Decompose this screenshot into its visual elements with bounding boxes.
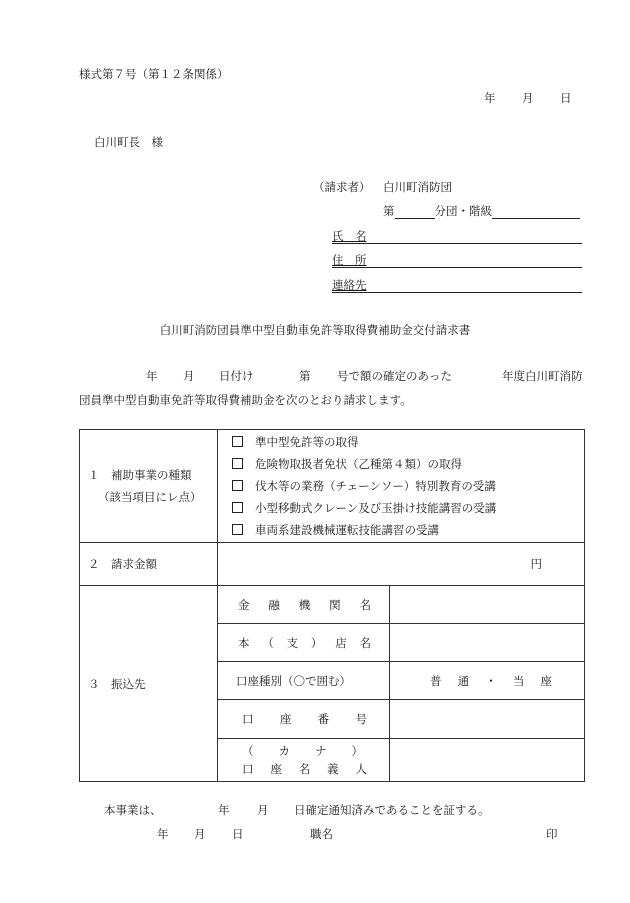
seal-mark: 印 <box>546 827 558 841</box>
table-row-type <box>80 430 585 543</box>
cert-month: 月 <box>257 803 269 817</box>
char: 座 <box>270 762 282 776</box>
char: 名 <box>298 762 311 776</box>
option-chainsaw[interactable] <box>218 475 584 497</box>
char: 口 <box>242 712 254 726</box>
sig-month: 月 <box>194 827 206 841</box>
char: 座 <box>279 712 292 726</box>
sig-day: 日 <box>232 827 244 841</box>
char: 口 <box>242 762 254 776</box>
document-title: 白川町消防団員準中型自動車免許等取得費補助金交付請求書 <box>159 323 471 337</box>
request-table <box>79 429 585 782</box>
type-options-cell <box>218 430 585 543</box>
option-construction[interactable] <box>218 519 584 541</box>
addressee: 白川町長 様 <box>94 135 163 149</box>
account-type-options[interactable] <box>390 662 585 700</box>
unit-mid: 分団・階級 <box>434 204 492 218</box>
table-row-amount <box>80 543 585 586</box>
char: ） <box>310 635 323 650</box>
char: 本 <box>238 635 250 650</box>
char: 名 <box>359 635 371 650</box>
option-label: 危険物取扱者免状（乙種第４類）の取得 <box>255 457 462 471</box>
body-no-prefix: 第 <box>299 369 311 383</box>
char: 人 <box>355 762 367 776</box>
option-label: 準中型免許等の取得 <box>255 435 359 449</box>
char: 義 <box>327 762 339 776</box>
option-hazardous[interactable] <box>218 453 584 475</box>
char: 店 <box>335 635 347 650</box>
option-crane[interactable] <box>218 497 584 519</box>
char: 名 <box>359 597 371 612</box>
bank-name-field[interactable] <box>390 586 585 624</box>
char: 融 <box>268 597 280 612</box>
unit-number-field[interactable] <box>395 204 435 219</box>
body-month: 月 <box>183 369 195 383</box>
type-label-cell <box>80 430 218 543</box>
date-year: 年 <box>484 91 496 105</box>
char: （ <box>242 744 254 758</box>
char: 通 <box>457 673 470 688</box>
body-dated: 日付け <box>219 369 254 383</box>
char: （ <box>262 635 274 650</box>
checkbox-icon[interactable] <box>232 502 243 513</box>
unit-prefix: 第 <box>383 204 395 218</box>
char: カ <box>278 744 290 758</box>
char: ） <box>351 744 363 758</box>
amount-field[interactable] <box>218 543 585 586</box>
char: ナ <box>315 744 327 758</box>
char: 機 <box>298 597 311 612</box>
checkbox-icon[interactable] <box>232 458 243 469</box>
cert-tail: 日確定通知済みであることを証する。 <box>294 803 490 817</box>
type-sublabel: （該当項目にレ点） <box>98 490 202 504</box>
checkbox-icon[interactable] <box>232 524 243 535</box>
bank-name-label <box>218 586 390 624</box>
holder-label <box>218 739 390 782</box>
address-label: 住 所 <box>332 253 367 267</box>
char: 座 <box>540 673 552 688</box>
branch-label <box>218 624 390 662</box>
account-type-label: 口座種別（〇で囲む） <box>218 662 390 700</box>
branch-field[interactable] <box>390 624 585 662</box>
address-field[interactable] <box>332 252 582 268</box>
char: 金 <box>238 597 250 612</box>
char: 当 <box>512 673 525 688</box>
position-label: 職名 <box>310 827 333 841</box>
body-no-suffix: 号で額の確定のあった <box>337 369 452 383</box>
char: 号 <box>355 712 367 726</box>
body-tail1: 年度白川町消防 <box>502 369 583 383</box>
requester-label: （請求者） <box>313 180 371 194</box>
requester-org: 白川町消防団 <box>383 180 452 194</box>
cert-year: 年 <box>218 803 230 817</box>
option-label: 小型移動式クレーン及び玉掛け技能講習の受講 <box>255 501 497 515</box>
name-field[interactable] <box>332 228 582 244</box>
table-row-bank <box>80 586 585 624</box>
option-license[interactable] <box>218 431 584 453</box>
char: 関 <box>329 597 341 612</box>
holder-field[interactable] <box>390 739 585 782</box>
body-year: 年 <box>146 369 158 383</box>
option-label: 伐木等の業務（チェーンソー）特別教育の受講 <box>255 479 496 493</box>
char: 支 <box>286 635 299 650</box>
char: 番 <box>317 712 330 726</box>
option-label: 車両系建設機械運転技能講習の受講 <box>255 523 439 537</box>
amount-label: ２ 請求金額 <box>80 543 218 586</box>
yen-unit: 円 <box>530 557 542 571</box>
name-label: 氏 名 <box>332 229 367 243</box>
transfer-label: ３ 振込先 <box>80 586 218 782</box>
form-number: 様式第７号（第１２条関係） <box>79 67 229 81</box>
date-month: 月 <box>522 91 534 105</box>
sig-year: 年 <box>157 827 169 841</box>
type-label: １ 補助事業の種類 <box>88 468 192 482</box>
cert-intro: 本事業は、 <box>104 803 162 817</box>
checkbox-icon[interactable] <box>232 436 243 447</box>
checkbox-icon[interactable] <box>232 480 243 491</box>
account-number-field[interactable] <box>390 700 585 739</box>
account-number-label <box>218 700 390 739</box>
char: ・ <box>485 673 497 688</box>
date-day: 日 <box>560 91 572 105</box>
body-line2: 団員準中型自動車免許等取得費補助金を次のとおり請求します。 <box>79 393 412 407</box>
char: 普 <box>430 673 442 688</box>
rank-field[interactable] <box>492 204 580 219</box>
unit-line <box>383 203 580 219</box>
contact-label: 連絡先 <box>332 278 367 292</box>
contact-field[interactable] <box>332 277 582 293</box>
